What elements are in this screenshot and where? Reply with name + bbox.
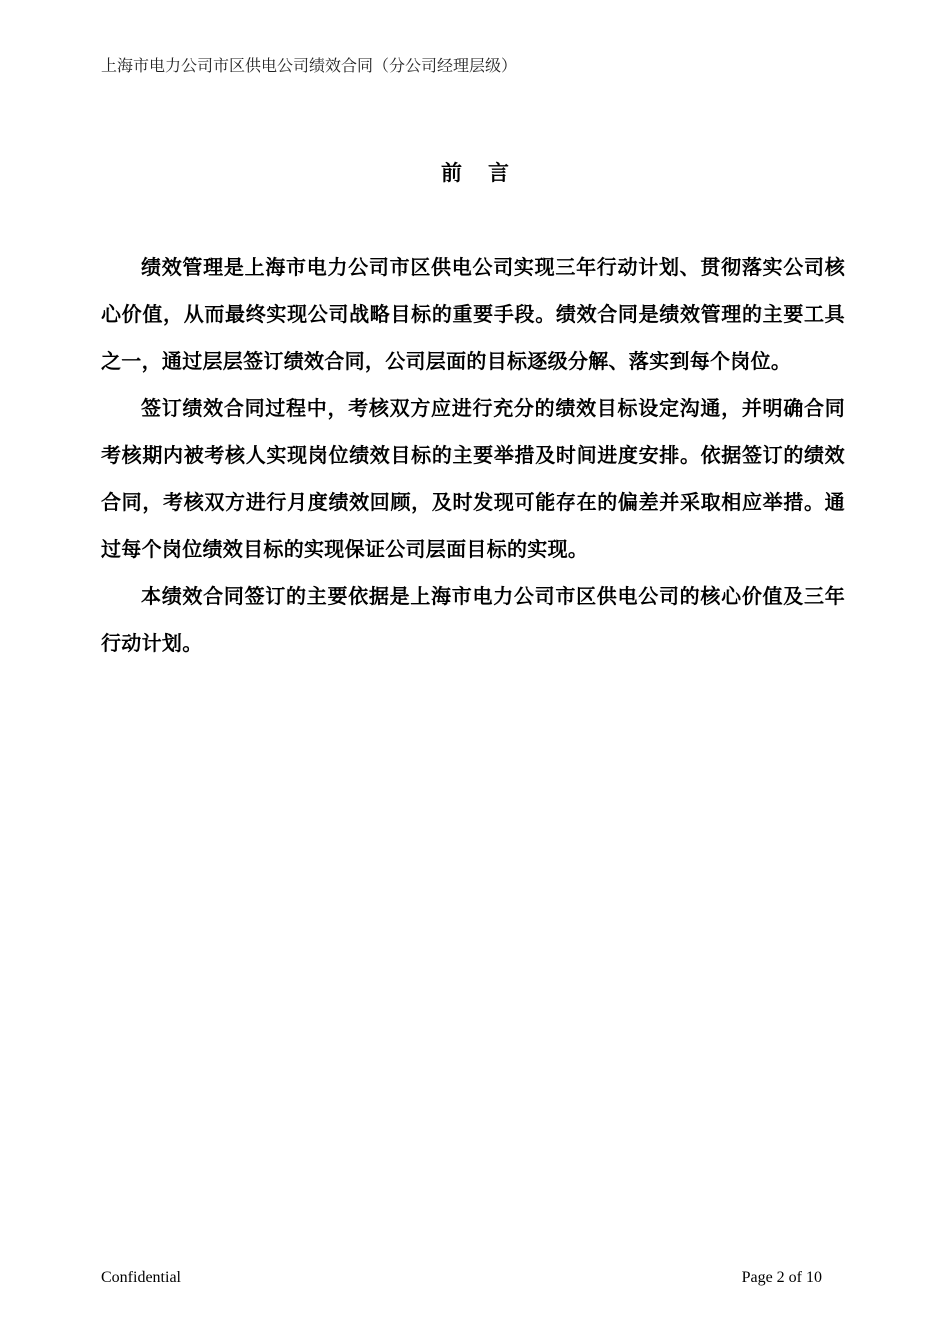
- paragraph-3: 本绩效合同签订的主要依据是上海市电力公司市区供电公司的核心价值及三年行动计划。: [101, 584, 845, 655]
- section-title: 前言: [441, 160, 535, 185]
- confidential-label: Confidential: [101, 1269, 181, 1286]
- body-content: [101, 244, 845, 667]
- page-number: Page 2 of 10: [741, 1269, 822, 1286]
- page-header: 上海市电力公司市区供电公司绩效合同（分公司经理层级）: [101, 56, 518, 75]
- paragraph-2: 签订绩效合同过程中，考核双方应进行充分的绩效目标设定沟通，并明确合同考核期内被考核人实现岗位绩效目标的主要举措及时间进度安排。依据签订的绩效合同，考核双方进行月度绩效回顾，及时发现可能存在的偏差并采取相应举措。通过每个岗位绩效目标的实现保证公司层面目标的实现。: [101, 396, 845, 561]
- paragraph-1: 绩效管理是上海市电力公司市区供电公司实现三年行动计划、贯彻落实公司核心价值，从而最终实现公司战略目标的重要手段。绩效合同是绩效管理的主要工具之一，通过层层签订绩效合同，公司层面的目标逐级分解、落实到每个岗位。: [101, 255, 845, 373]
